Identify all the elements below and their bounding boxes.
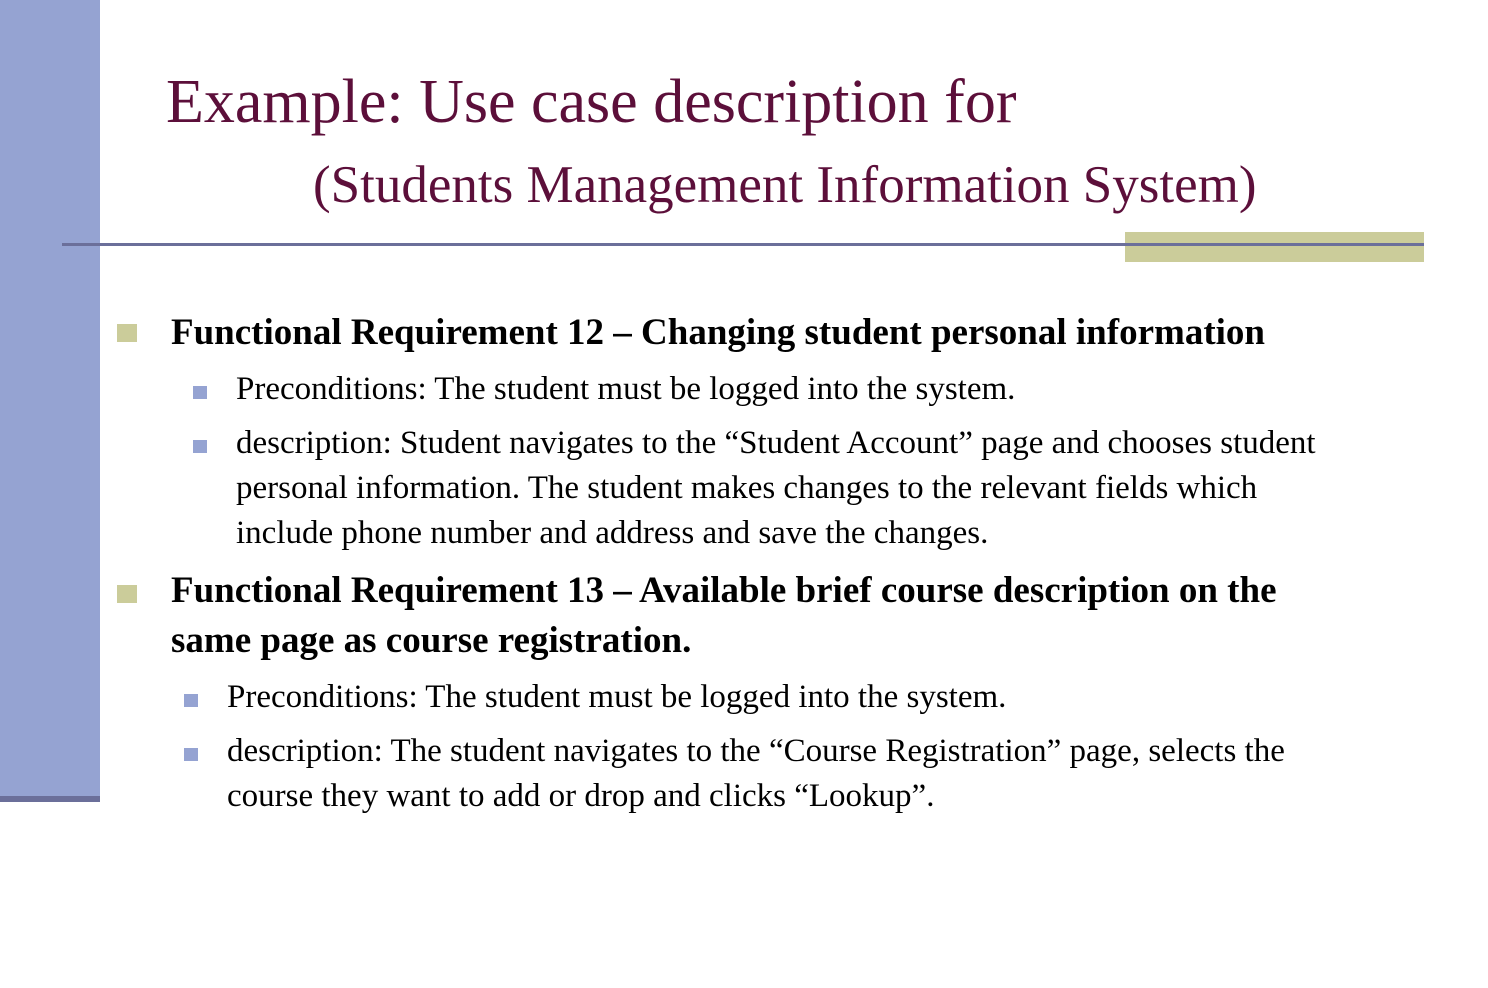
requirement-13-heading-line-2: same page as course registration. [171, 620, 692, 661]
sub-bullet-icon [193, 386, 207, 399]
requirement-13-description-line-1: description: The student navigates to the “Course Registration” page, selects the [227, 733, 1285, 769]
sub-bullet-icon [184, 694, 198, 707]
sub-bullet-icon [184, 748, 198, 761]
bullet-icon [117, 585, 137, 603]
sub-bullet-icon [193, 440, 207, 453]
accent-rule-overlay [1125, 243, 1424, 246]
bullet-icon [117, 324, 137, 342]
requirement-13-preconditions: Preconditions: The student must be logged into the system. [227, 679, 1007, 715]
title-accent-block [1125, 232, 1424, 262]
requirement-12-heading: Functional Requirement 12 – Changing student personal information [171, 312, 1265, 353]
requirement-12-description-line-2: personal information. The student makes changes to the relevant fields which [236, 470, 1258, 506]
requirement-13-heading-line-1: Functional Requirement 13 – Available brief course description on the [171, 570, 1277, 611]
requirement-12-preconditions: Preconditions: The student must be logged into the system. [236, 371, 1016, 407]
slide-title: Example: Use case description for [166, 68, 1017, 136]
left-decorative-bar [0, 0, 100, 798]
slide-subtitle: (Students Management Information System) [313, 156, 1257, 214]
left-bar-base-line [0, 796, 100, 802]
requirement-12-description-line-3: include phone number and address and save the changes. [236, 515, 989, 551]
requirement-13-description-line-2: course they want to add or drop and clicks “Lookup”. [227, 778, 935, 814]
requirement-12-description-line-1: description: Student navigates to the “Student Account” page and chooses student [236, 425, 1316, 461]
